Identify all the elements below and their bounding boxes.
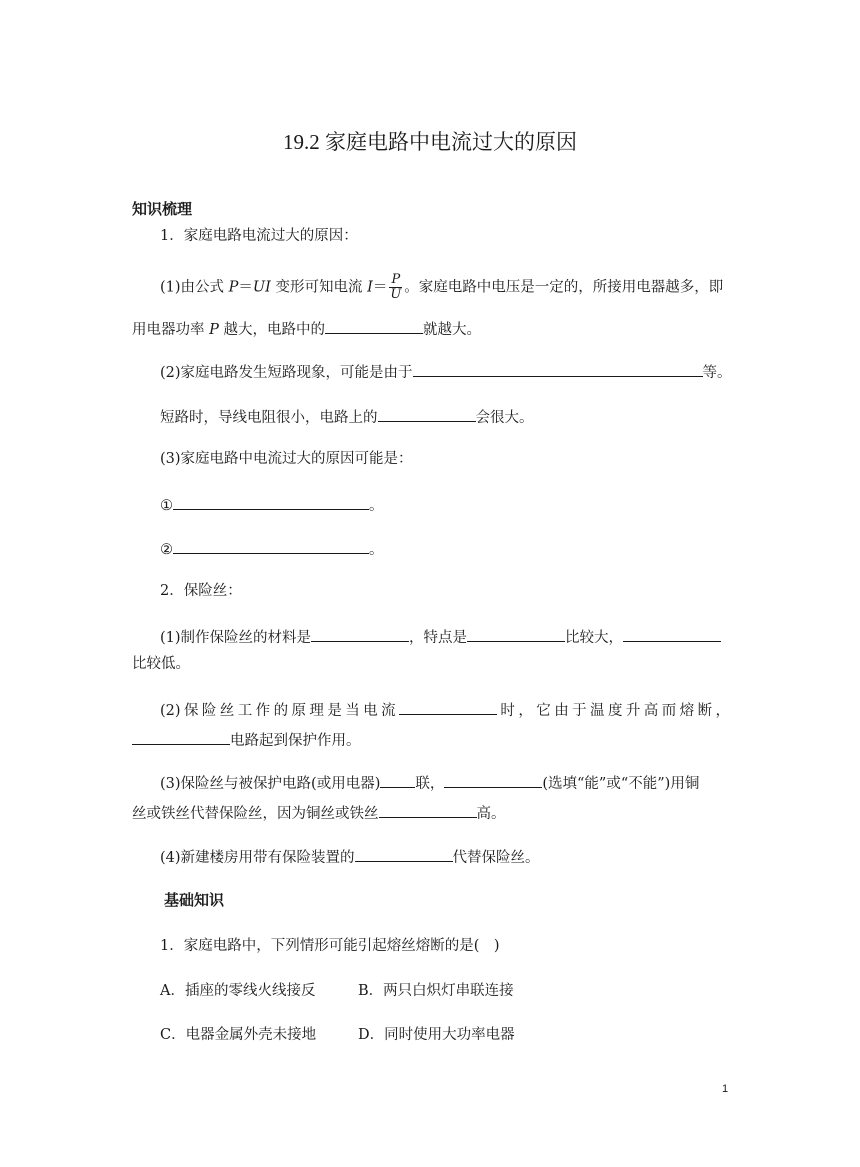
paragraph-7-line-2: 比较低。 [132,656,190,672]
paragraph-1-line-2: 用电器功率 P 越大，电路中的 就越大。 [132,318,481,339]
cause-item-2: ② 。 [160,538,384,559]
paragraph-9-line-1: (3)保险丝与被保护电路(或用电器) 联， (选填“能”或“不能”)用铜 [160,772,699,793]
section-heading-basic-knowledge: 基础知识 [164,891,225,909]
page-number: 1 [722,1083,729,1095]
paragraph-7-line-1: (1)制作保险丝的材料是 ，特点是 比较大， [160,626,721,647]
fill-blank[interactable] [355,846,453,862]
cause-item-1: ① 。 [160,494,384,515]
paragraph-9-line-2: 丝或铁丝代替保险丝，因为铜丝或铁丝 高。 [132,802,506,823]
paragraph-4: (3)家庭电路中电流过大的原因可能是： [160,451,413,467]
mc-option-b[interactable]: B．两只白炽灯串联连接 [358,983,514,999]
fill-blank[interactable] [380,772,415,788]
paragraph-8-line-1: (2)保险丝工作的原理是当电流 时，它由于温度升高而熔断， [160,699,730,720]
fill-blank[interactable] [378,406,476,422]
fill-blank[interactable] [444,772,542,788]
question-2-heading: 2．保险丝： [160,583,242,599]
fill-blank[interactable] [379,802,477,818]
mc-option-c[interactable]: C．电器金属外壳未接地 [160,1027,317,1043]
paragraph-8-line-2: 电路起到保护作用。 [132,729,361,750]
question-1-heading: 1．家庭电路电流过大的原因： [160,228,358,244]
mc-question-1: 1．家庭电路中，下列情形可能引起熔丝熔断的是( ) [160,938,500,954]
mc-option-d[interactable]: D．同时使用大功率电器 [358,1027,515,1043]
paragraph-3: 短路时，导线电阻很小，电路上的 会很大。 [160,406,534,427]
section-heading-knowledge-review: 知识梳理 [132,200,193,218]
fill-blank[interactable] [173,538,369,554]
paragraph-1-line-1: (1)由公式 P＝UI 变形可知电流 I＝ $\frac{P}{U}$ 。家庭电路中电压是一定的，所接用电器越多，即 [160,272,724,302]
fill-blank[interactable] [173,494,369,510]
paragraph-2: (2)家庭电路发生短路现象，可能是由于 等。 [160,361,732,382]
fraction-p-over-u: $\frac{P}{U}$ [390,272,402,302]
fill-blank[interactable] [325,318,423,334]
fill-blank[interactable] [623,626,721,642]
fill-blank[interactable] [311,626,409,642]
fill-blank[interactable] [467,626,565,642]
fill-blank[interactable] [132,729,230,745]
document-title: 19.2 家庭电路中电流过大的原因 [283,130,577,154]
fill-blank[interactable] [413,361,703,377]
fill-blank[interactable] [399,699,497,715]
mc-option-a[interactable]: A．插座的零线火线接反 [160,983,316,999]
paragraph-10: (4)新建楼房用带有保险装置的 代替保险丝。 [160,846,540,867]
